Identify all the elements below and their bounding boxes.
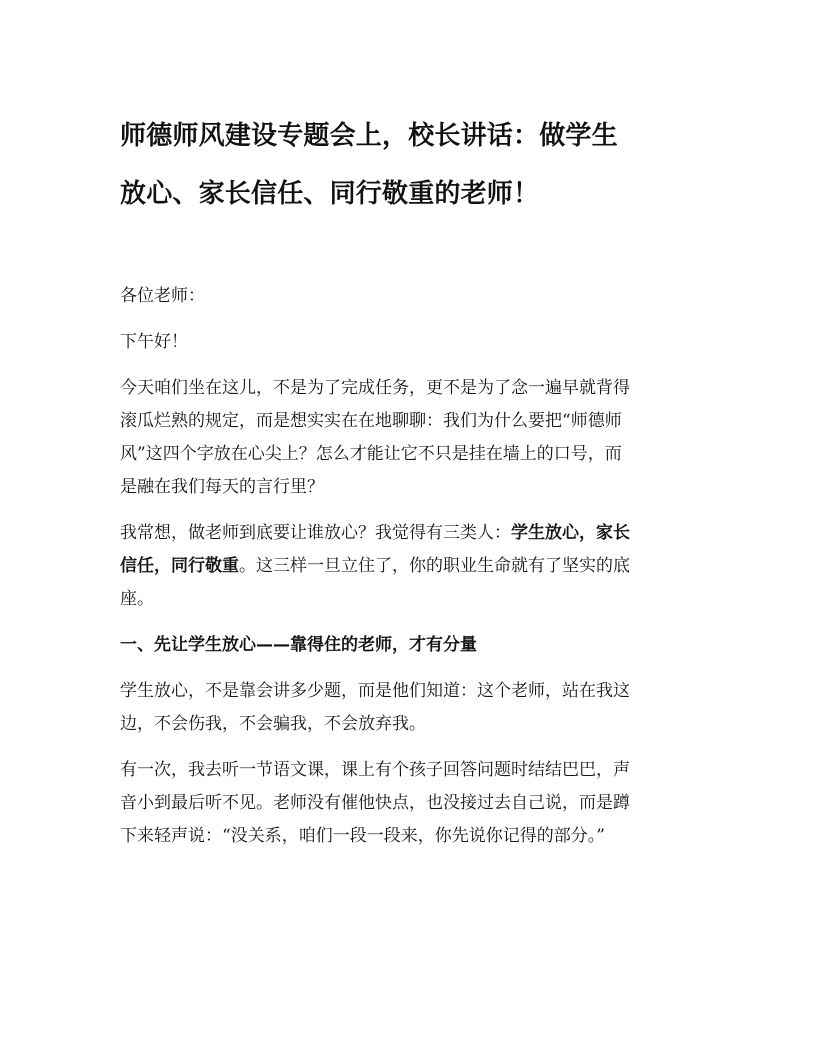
- section-1-paragraph-2: [120, 754, 700, 853]
- thesis-text: 我常想，做老师到底要让谁放心？我觉得有三类人：: [120, 523, 511, 543]
- thesis-line-1: [120, 517, 700, 550]
- paragraph-line: 音小到最后听不见。老师没有催他快点，也没接过去自己说，而是蹲: [120, 793, 630, 813]
- paragraph-line: 学生放心，不是靠会讲多少题，而是他们知道：这个老师，站在我这: [120, 681, 630, 701]
- section-1-heading: 一、先让学生放心——靠得住的老师，才有分量: [120, 635, 477, 655]
- thesis-paragraph: [120, 517, 700, 616]
- thesis-emphasis: 学生放心，家长: [511, 523, 630, 543]
- greeting-line: 各位老师：: [120, 286, 205, 306]
- intro-line: 今天咱们坐在这儿，不是为了完成任务，更不是为了念一遍早就背得: [120, 378, 630, 398]
- thesis-line-2: [120, 550, 700, 583]
- intro-line: 是融在我们每天的言行里？: [120, 477, 324, 497]
- title-line-1: 师德师风建设专题会上，校长讲话：做学生: [120, 121, 618, 151]
- salutation-paragraph: [120, 326, 700, 359]
- document-body: [120, 280, 700, 866]
- intro-line: 风”这四个字放在心尖上？怎么才能让它不只是挂在墙上的口号，而: [120, 444, 622, 464]
- salutation-line: 下午好！: [120, 332, 188, 352]
- intro-line: 滚瓜烂熟的规定，而是想实实在在地聊聊：我们为什么要把“师德师: [120, 411, 622, 431]
- paragraph-line: 有一次，我去听一节语文课，课上有个孩子回答问题时结结巴巴，声: [120, 760, 630, 780]
- paragraph-line: 边，不会伤我，不会骗我，不会放弃我。: [120, 714, 426, 734]
- thesis-emphasis: 信任，同行敬重: [120, 556, 239, 576]
- thesis-line-3: 座。: [120, 589, 154, 609]
- thesis-text: 。这三样一旦立住了，你的职业生命就有了坚实的底: [239, 556, 630, 576]
- paragraph-line: 下来轻声说：“没关系，咱们一段一段来，你先说你记得的部分。”: [120, 826, 605, 846]
- greeting-paragraph: [120, 280, 700, 313]
- intro-paragraph: [120, 372, 700, 504]
- document-title: [120, 107, 700, 223]
- title-line-2: 放心、家长信任、同行敬重的老师！: [120, 179, 540, 209]
- section-1-paragraph-1: [120, 675, 700, 741]
